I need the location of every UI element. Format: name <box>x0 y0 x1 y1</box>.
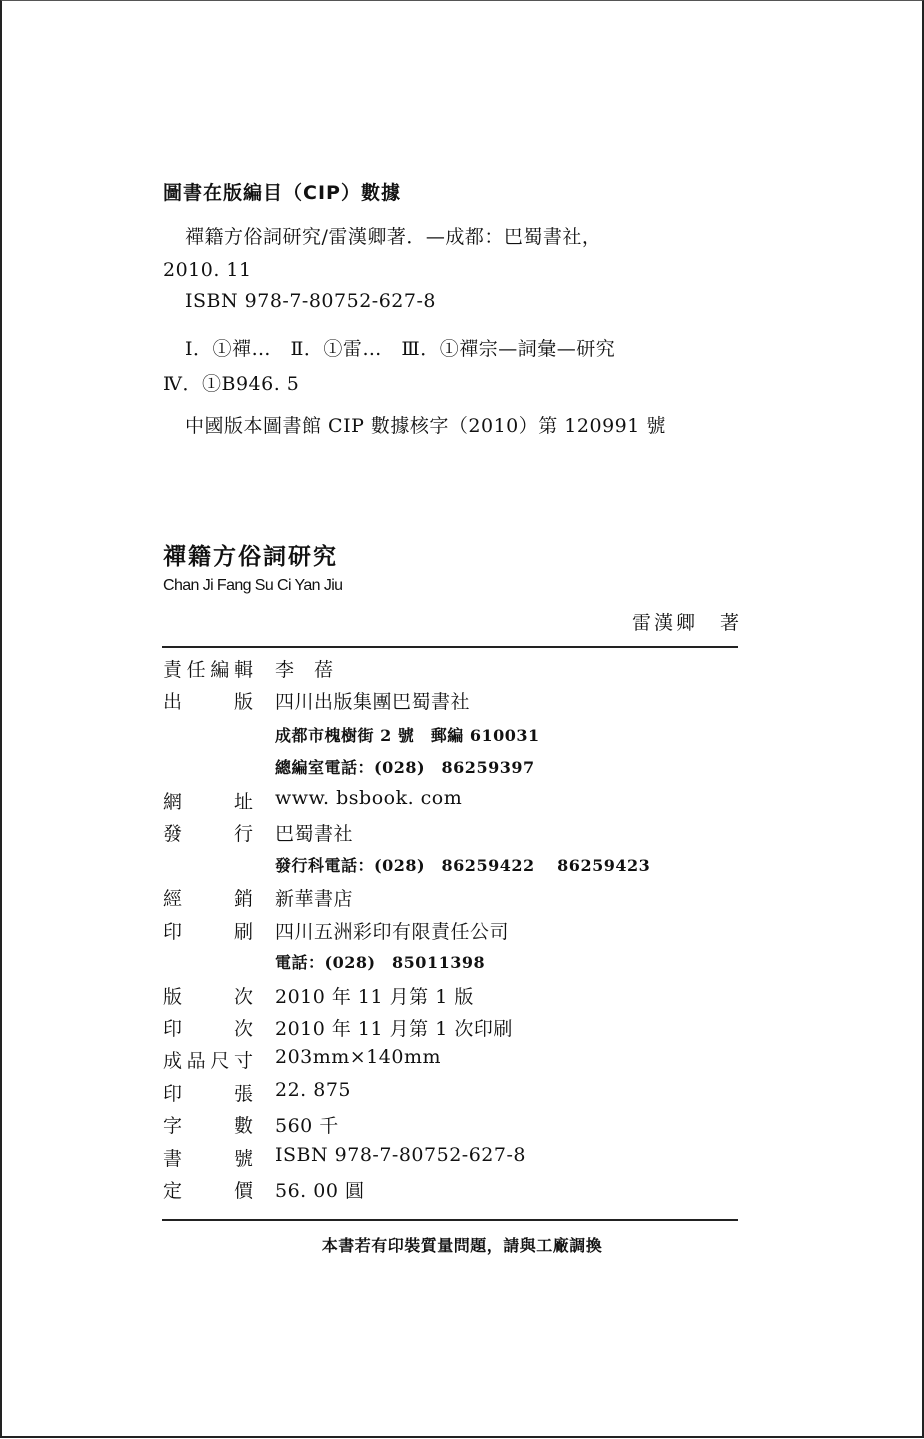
detail-label <box>163 687 253 714</box>
detail-label-char: 網 <box>163 791 183 813</box>
detail-value: 2010 年 11 月第 1 版 <box>275 986 474 1008</box>
cip-line-3: ISBN 978-7-80752-627-8 <box>185 290 436 312</box>
printer-phone: 電話：(028) 85011398 <box>275 953 486 972</box>
detail-label-char: 字 <box>163 1115 183 1137</box>
distribution-phone: 發行科電話：(028) 86259422 86259423 <box>275 856 651 875</box>
detail-label-char: 寸 <box>233 1050 253 1072</box>
detail-label-char: 尺 <box>210 1050 230 1072</box>
detail-label-char: 定 <box>163 1180 183 1202</box>
detail-label <box>163 1111 253 1138</box>
cip-line-5: Ⅳ．①B946. 5 <box>163 373 300 395</box>
detail-label-char: 印 <box>163 921 183 943</box>
detail-row <box>163 1176 739 1206</box>
detail-value: 巴蜀書社 <box>275 823 354 845</box>
cip-line-6: 中國版本圖書館 CIP 數據核字（2010）第 120991 號 <box>185 415 666 437</box>
detail-label-char: 經 <box>163 888 183 910</box>
detail-label <box>163 1176 253 1203</box>
detail-value: 22. 875 <box>275 1079 352 1101</box>
publisher-phone: 總編室電話：(028) 86259397 <box>275 758 535 777</box>
detail-label-char: 張 <box>233 1083 253 1105</box>
detail-label-char: 號 <box>233 1148 253 1170</box>
detail-label-char: 品 <box>186 1050 206 1072</box>
detail-label-char: 刷 <box>233 921 253 943</box>
detail-row <box>163 917 739 947</box>
detail-row <box>163 1014 739 1044</box>
detail-row <box>163 1144 739 1174</box>
detail-row <box>163 655 739 685</box>
detail-label <box>163 982 253 1009</box>
detail-label-char: 責 <box>163 659 183 681</box>
detail-label <box>163 917 253 944</box>
detail-row <box>163 1079 739 1109</box>
detail-label-char: 印 <box>163 1018 183 1040</box>
detail-label-char: 輯 <box>233 659 253 681</box>
cip-line-4: Ⅰ．①禪… Ⅱ．①雷… Ⅲ．①禪宗—詞彙—研究 <box>185 338 616 360</box>
cip-line-1: 禪籍方俗詞研究/雷漢卿著．—成都：巴蜀書社， <box>185 226 602 248</box>
detail-value: 四川五洲彩印有限責任公司 <box>275 921 510 943</box>
detail-value: 56. 00 圓 <box>275 1180 365 1202</box>
detail-label <box>163 1014 253 1041</box>
book-title: 禪籍方俗詞研究 <box>163 544 338 570</box>
book-title-pinyin: Chan Ji Fang Su Ci Yan Jiu <box>163 577 343 594</box>
detail-label-char: 任 <box>186 659 206 681</box>
detail-value: www. bsbook. com <box>275 787 463 809</box>
publisher-address: 成都市槐樹街 2 號 郵編 610031 <box>275 726 540 745</box>
detail-label-char: 書 <box>163 1148 183 1170</box>
detail-label-char: 址 <box>233 791 253 813</box>
quality-notice: 本書若有印裝質量問題，請與工廠調換 <box>321 1236 603 1255</box>
detail-label <box>163 884 253 911</box>
detail-label-char: 版 <box>233 691 253 713</box>
detail-label-char: 出 <box>163 691 183 713</box>
detail-row <box>163 687 739 717</box>
detail-value: 李 蓓 <box>275 659 334 681</box>
detail-label <box>163 819 253 846</box>
detail-row <box>163 1111 739 1141</box>
detail-label-char: 次 <box>233 986 253 1008</box>
detail-label <box>163 787 253 814</box>
detail-value: 四川出版集團巴蜀書社 <box>275 691 471 713</box>
detail-row <box>163 819 739 849</box>
detail-label <box>163 655 253 682</box>
detail-label-char: 編 <box>210 659 230 681</box>
bottom-divider <box>162 1219 738 1221</box>
book-author: 雷漢卿 著 <box>632 612 743 634</box>
detail-value: ISBN 978-7-80752-627-8 <box>275 1144 526 1166</box>
detail-label-char: 發 <box>163 823 183 845</box>
detail-label-char: 次 <box>233 1018 253 1040</box>
detail-label-char: 印 <box>163 1083 183 1105</box>
detail-label-char: 版 <box>163 986 183 1008</box>
detail-row <box>163 787 739 817</box>
detail-label-char: 成 <box>163 1050 183 1072</box>
detail-row <box>163 1046 739 1076</box>
cip-line-2: 2010. 11 <box>163 259 252 281</box>
detail-label <box>163 1046 253 1073</box>
detail-label-char: 銷 <box>233 888 253 910</box>
detail-label-char: 行 <box>233 823 253 845</box>
detail-value: 新華書店 <box>275 888 354 910</box>
detail-value: 203mm×140mm <box>275 1046 442 1068</box>
cip-heading: 圖書在版編目（CIP）數據 <box>163 182 401 204</box>
detail-value: 2010 年 11 月第 1 次印刷 <box>275 1018 513 1040</box>
detail-label-char: 價 <box>233 1180 253 1202</box>
detail-label <box>163 1144 253 1171</box>
top-divider <box>162 646 738 648</box>
detail-label-char: 數 <box>233 1115 253 1137</box>
detail-row <box>163 982 739 1012</box>
detail-value: 560 千 <box>275 1115 339 1137</box>
detail-label <box>163 1079 253 1106</box>
detail-row <box>163 884 739 914</box>
